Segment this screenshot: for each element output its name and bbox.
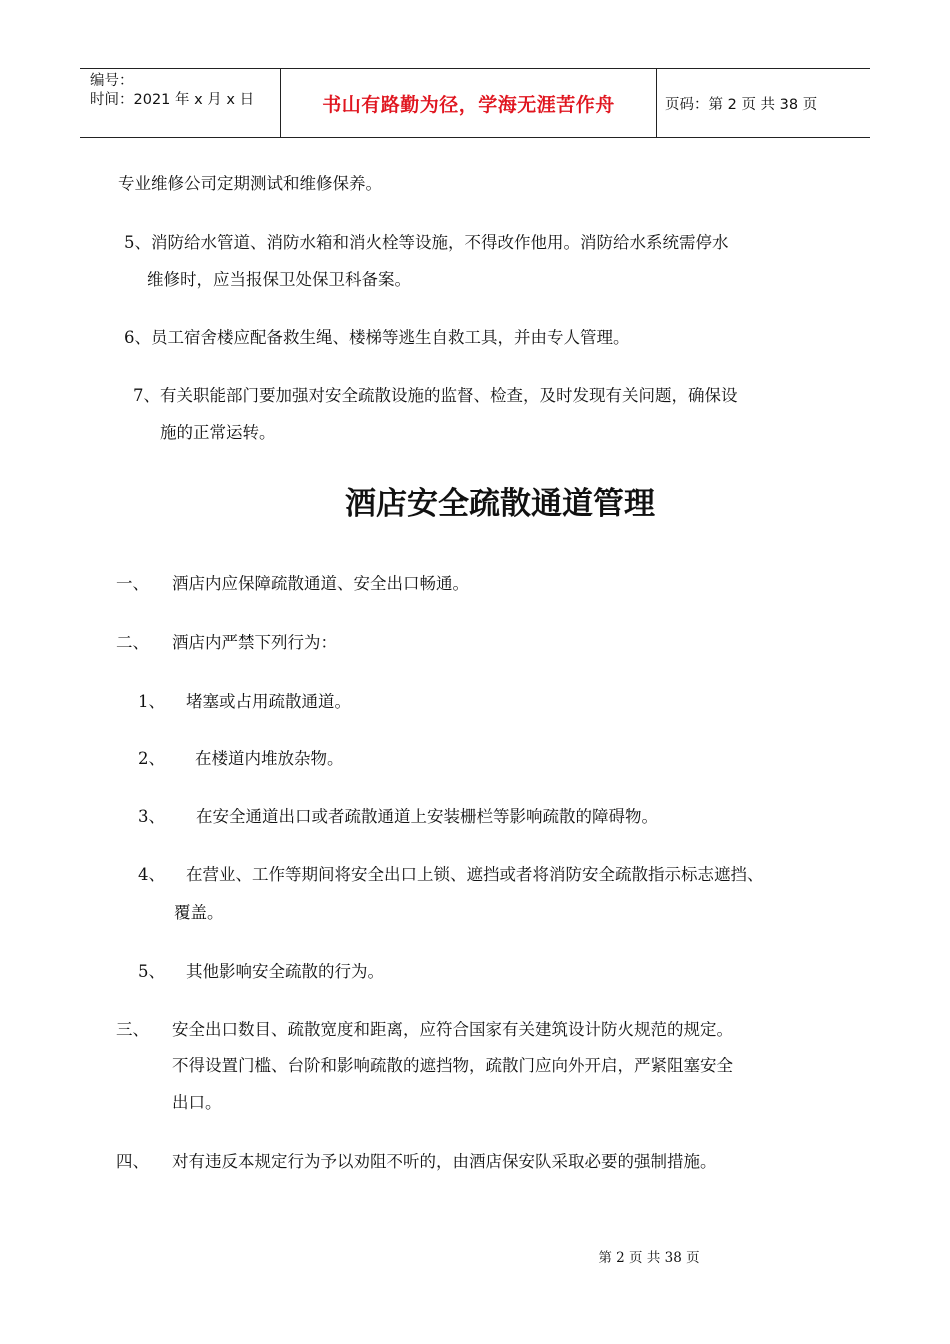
sub-5-text: 其他影响安全疏散的行为。 — [186, 962, 384, 981]
point-4-text: 对有违反本规定行为予以劝阻不听的，由酒店保安队采取必要的强制措施。 — [172, 1152, 717, 1171]
sub-3-number: 3、 — [138, 807, 165, 826]
point-4-number: 四、 — [116, 1152, 149, 1171]
page-header — [80, 68, 870, 138]
header-page-info: 页码：第 2 页 共 38 页 — [665, 96, 818, 113]
sub-5-number: 5、 — [138, 962, 165, 981]
item-5-line-2: 维修时，应当报保卫处保卫科备案。 — [147, 270, 411, 289]
sub-2-text: 在楼道内堆放杂物。 — [195, 749, 344, 768]
page-footer: 第 2 页 共 38 页 — [598, 1250, 700, 1266]
sub-4-line-2: 覆盖。 — [174, 903, 224, 922]
sub-1-number: 1、 — [138, 692, 165, 711]
sub-4-line-1: 在营业、工作等期间将安全出口上锁、遮挡或者将消防安全疏散指示标志遮挡、 — [186, 865, 764, 884]
section-title: 酒店安全疏散通道管理 — [345, 486, 655, 522]
point-2-text: 酒店内严禁下列行为： — [172, 633, 337, 652]
time-label: 时间：2021 年 x 月 x 日 — [90, 92, 255, 108]
point-3-line-3: 出口。 — [172, 1093, 222, 1112]
header-motto: 书山有路勤为径，学海无涯苦作舟 — [281, 69, 657, 137]
point-1-number: 一、 — [116, 574, 149, 593]
sub-3-text: 在安全通道出口或者疏散通道上安装栅栏等影响疏散的障碍物。 — [196, 807, 658, 826]
header-meta — [80, 69, 281, 137]
item-7-line-2: 施的正常运转。 — [160, 423, 276, 442]
number-label: 编号： — [90, 73, 134, 89]
item-6: 6、员工宿舍楼应配备救生绳、楼梯等逃生自救工具，并由专人管理。 — [124, 328, 630, 347]
sub-2-number: 2、 — [138, 749, 165, 768]
sub-4-number: 4、 — [138, 865, 165, 884]
point-3-number: 三、 — [116, 1020, 149, 1039]
point-3-line-1: 安全出口数目、疏散宽度和距离，应符合国家有关建筑设计防火规范的规定。 — [172, 1020, 733, 1039]
prev-item-continuation: 专业维修公司定期测试和维修保养。 — [118, 174, 382, 193]
point-3-line-2: 不得设置门槛、台阶和影响疏散的遮挡物，疏散门应向外开启，严紧阻塞安全 — [172, 1056, 733, 1075]
point-1-text: 酒店内应保障疏散通道、安全出口畅通。 — [172, 574, 469, 593]
item-5-line-1: 5、消防给水管道、消防水箱和消火栓等设施，不得改作他用。消防给水系统需停水 — [124, 233, 729, 252]
sub-1-text: 堵塞或占用疏散通道。 — [186, 692, 351, 711]
item-7-line-1: 7、有关职能部门要加强对安全疏散设施的监督、检查，及时发现有关问题，确保设 — [133, 386, 738, 405]
point-2-number: 二、 — [116, 633, 149, 652]
